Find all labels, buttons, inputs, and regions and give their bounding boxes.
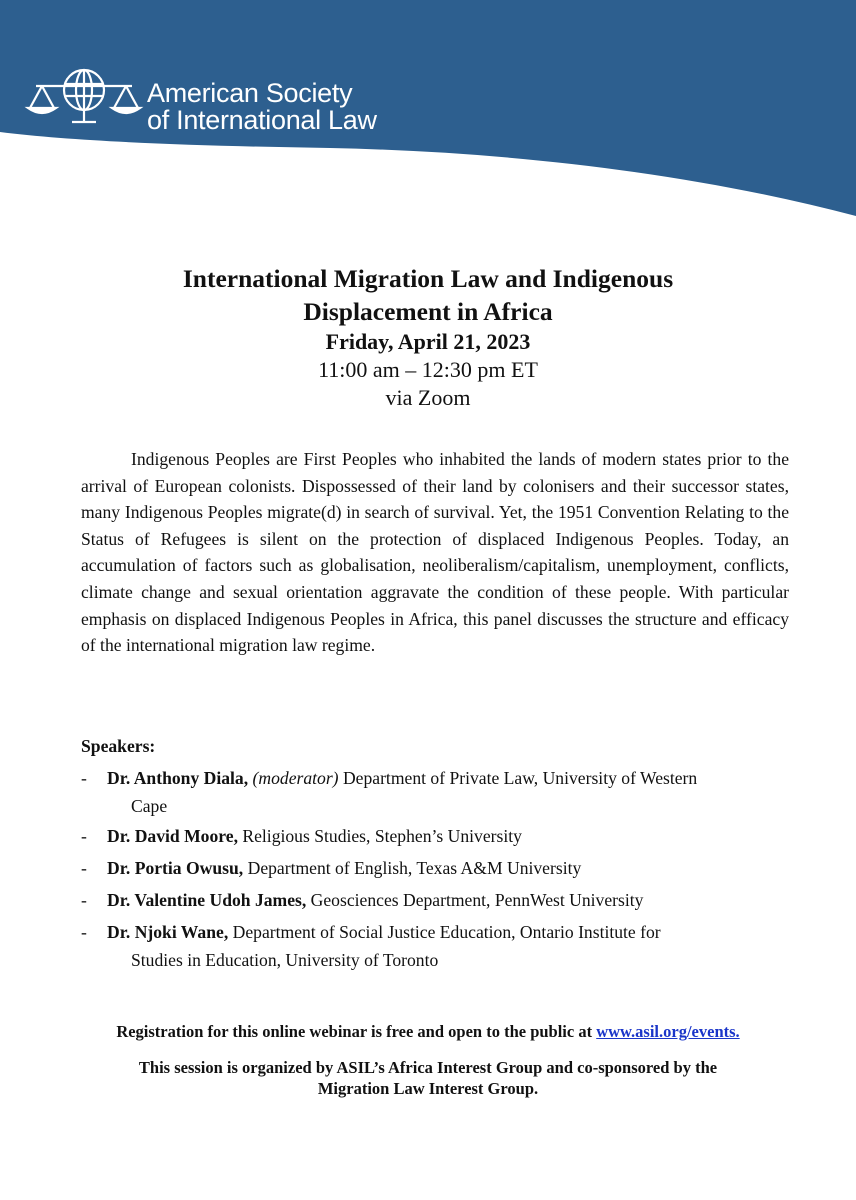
list-dash: - — [81, 858, 87, 878]
list-dash: - — [81, 890, 87, 910]
org-name-line2: of International Law — [147, 105, 377, 135]
event-title — [0, 262, 856, 328]
speaker-name: Dr. Portia Owusu, — [107, 858, 244, 878]
organizer-line1: This session is organized by ASIL’s Africa Interest Group and co-sponsored by the — [138, 1058, 718, 1077]
speaker-name: Dr. Njoki Wane, — [107, 922, 229, 942]
event-title-line1: International Migration Law and Indigenous — [182, 264, 674, 293]
org-name — [147, 80, 377, 134]
speaker-name: Dr. Valentine Udoh James, — [107, 890, 307, 910]
registration-text: Registration for this online webinar is free and open to the public at — [116, 1022, 593, 1041]
event-date: Friday, April 21, 2023 — [325, 329, 531, 354]
registration-link[interactable]: www.asil.org/events. — [596, 1022, 740, 1041]
speaker-affiliation: Geosciences Department, PennWest University — [310, 890, 644, 910]
globe-scales-icon — [24, 62, 144, 128]
speaker-item — [81, 854, 801, 882]
speaker-item — [81, 918, 801, 974]
speaker-affiliation: Department of Social Justice Education, Ontario Institute for — [232, 922, 661, 942]
speaker-affiliation: Department of Private Law, University of Western — [342, 768, 698, 788]
speaker-item — [81, 822, 801, 850]
speakers-heading: Speakers: — [81, 736, 156, 756]
organizer-note — [0, 1057, 856, 1099]
speaker-affiliation-cont: Cape — [131, 796, 168, 816]
speaker-affiliation: Religious Studies, Stephen’s University — [242, 826, 522, 846]
registration-note — [0, 1021, 856, 1042]
speaker-name: Dr. David Moore, — [107, 826, 238, 846]
list-dash: - — [81, 768, 87, 788]
event-venue: via Zoom — [385, 385, 471, 410]
organizer-line2: Migration Law Interest Group. — [317, 1079, 539, 1098]
list-dash: - — [81, 826, 87, 846]
speaker-affiliation-cont: Studies in Education, University of Toronto — [131, 950, 439, 970]
event-time: 11:00 am – 12:30 pm ET — [318, 357, 538, 382]
speaker-item — [81, 764, 801, 820]
speaker-affiliation: Department of English, Texas A&M University — [247, 858, 582, 878]
speaker-name: Dr. Anthony Diala, — [107, 768, 249, 788]
speaker-item — [81, 886, 801, 914]
event-title-line2: Displacement in Africa — [303, 297, 553, 326]
list-dash: - — [81, 922, 87, 942]
speaker-role: (moderator) — [252, 768, 339, 788]
event-description: Indigenous Peoples are First Peoples who inhabited the lands of modern states prior to the arrival of European colonists. Dispossessed of their land by colonisers and their successor states, many Indigenous Peoples migrate(d) in search of survival. Yet, the 1951 Convention Relating to the Status of Refugees is silent on the protection of displaced Indigenous Peoples. Today, an accumulation of factors such as globalisation, neoliberalism/capitalism, unemployment, conflicts, climate change and sexual orientation aggravate the condition of these people. With particular emphasis on displaced Indigenous Peoples in Africa, this panel discusses the structure and efficacy of the international migration law regime. — [81, 449, 789, 656]
org-name-line1: American Society — [147, 78, 353, 108]
